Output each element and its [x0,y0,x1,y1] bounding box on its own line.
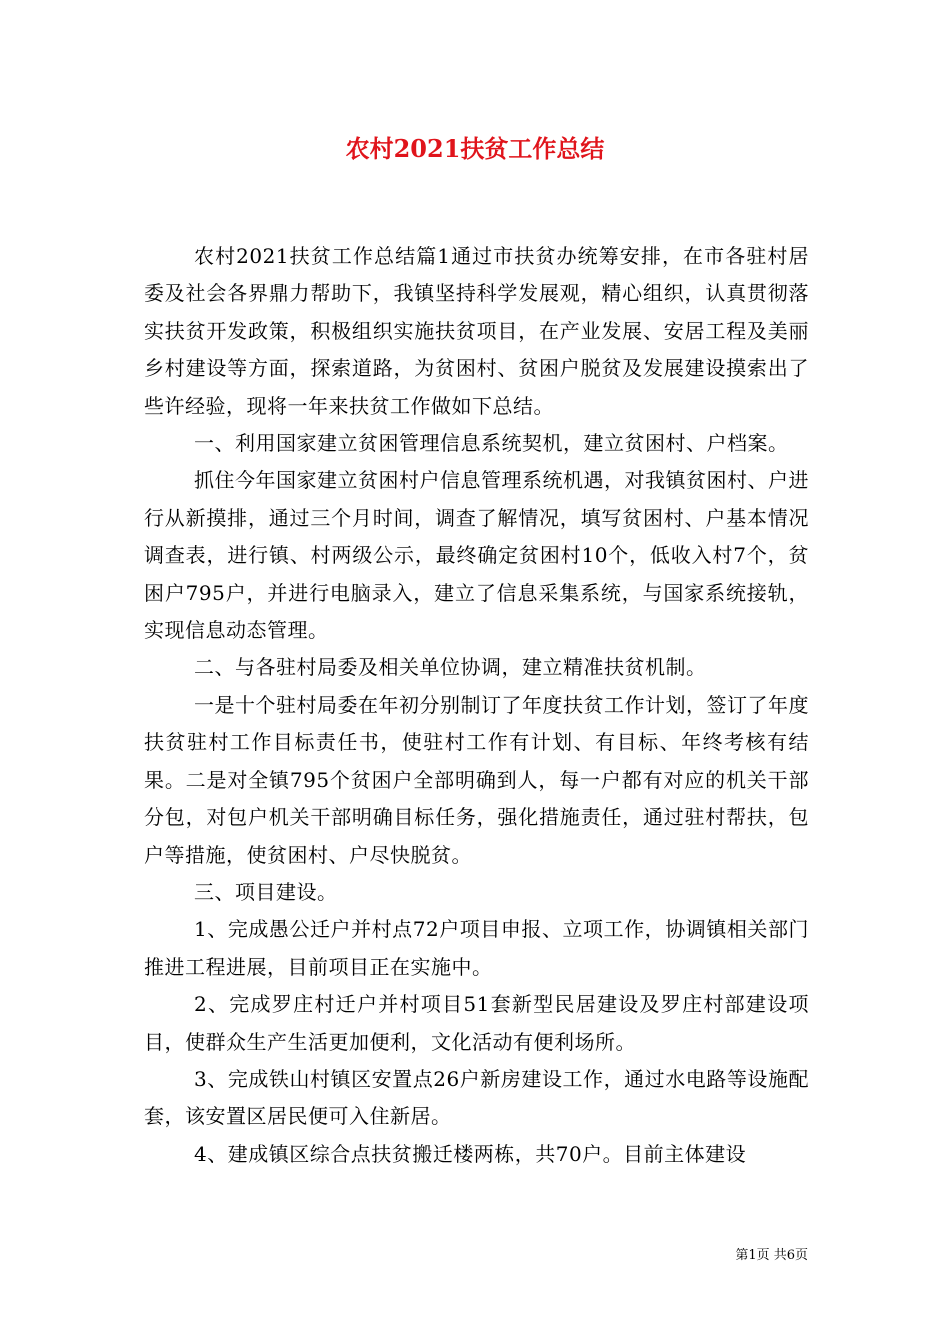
paragraph-section-1-body: 抓住今年国家建立贫困村户信息管理系统机遇，对我镇贫困村、户进行从新摸排，通过三个月时间，调查了解情况，填写贫困村、户基本情况调查表，进行镇、村两级公示，最终确定贫困村10个，低收入村7个，贫困户795户，并进行电脑录入，建立了信息采集系统，与国家系统接轨，实现信息动态管理。 [144,468,809,643]
document-body [144,238,809,1173]
paragraph-section-1-heading: 一、利用国家建立贫困管理信息系统契机，建立贫困村、户档案。 [194,431,789,456]
paragraph-section-3-heading: 三、项目建设。 [194,879,338,904]
paragraph-intro: 农村2021扶贫工作总结篇1通过市扶贫办统筹安排，在市各驻村居委及社会各界鼎力帮助下，我镇坚持科学发展观，精心组织，认真贯彻落实扶贫开发政策，积极组织实施扶贫项目，在产业发展、安居工程及美丽乡村建设等方面，探索道路，为贫困村、贫困户脱贫及发展建设摸索出了些许经验，现将一年来扶贫工作做如下总结。 [144,244,809,418]
page-number-footer: 第1页 共6页 [735,1248,808,1263]
document-title: 农村2021扶贫工作总结 [345,134,605,163]
paragraph-section-2-heading: 二、与各驻村局委及相关单位协调，建立精准扶贫机制。 [194,655,707,680]
paragraph-section-2-body: 一是十个驻村局委在年初分别制订了年度扶贫工作计划，签订了年度扶贫驻村工作目标责任书，使驻村工作有计划、有目标、年终考核有结果。二是对全镇795个贫困户全部明确到人，每一户都有对应的机关干部分包，对包户机关干部明确目标任务，强化措施责任，通过驻村帮扶，包户等措施，使贫困村、户尽快脱贫。 [144,692,809,867]
paragraph-item-1: 1、完成愚公迁户并村点72户项目申报、立项工作，协调镇相关部门推进工程进展，目前项目正在实施中。 [144,917,809,979]
paragraph-item-2: 2、完成罗庄村迁户并村项目51套新型民居建设及罗庄村部建设项目，使群众生产生活更加便利，文化活动有便利场所。 [144,992,809,1054]
paragraph-item-4: 4、建成镇区综合点扶贫搬迁楼两栋，共70户。目前主体建设 [194,1141,747,1166]
paragraph-item-3: 3、完成铁山村镇区安置点26户新房建设工作，通过水电路等设施配套，该安置区居民便可入住新居。 [144,1066,809,1129]
